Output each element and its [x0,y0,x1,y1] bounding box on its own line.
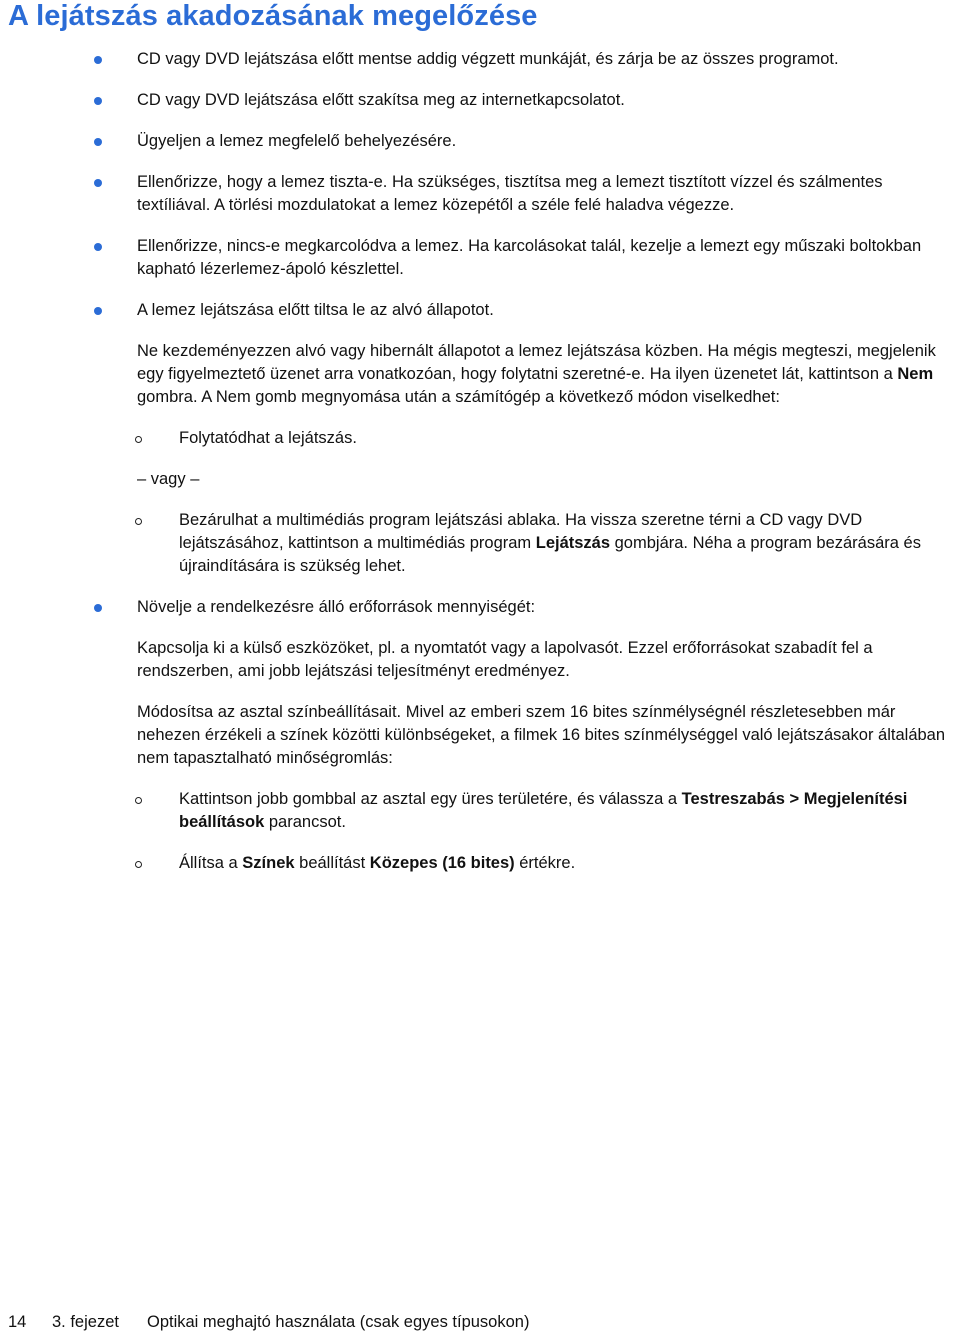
hollow-circle-icon [135,797,142,804]
sub4-part3: értékre. [514,854,576,872]
sub-bullet-item [0,788,960,834]
bullet-text: Ellenőrizze, hogy a lemez tiszta-e. Ha szükséges, tisztítsa meg a lemezt tisztított vízzel és szálmentes textíliával. A törlési mozdulatokat a lemez közepétől a széle felé haladva végezze. [137,173,883,214]
chapter-label: 3. fejezet [52,1313,119,1331]
sleep-paragraph-text [137,340,956,409]
bullet-item [0,235,960,281]
hollow-circle-icon [135,861,142,868]
sleep-paragraph [0,340,960,409]
bullet-text: CD vagy DVD lejátszása előtt szakítsa meg az internetkapcsolatot. [137,91,625,109]
sub4-part2: beállítást [294,854,370,872]
bullet-text: A lemez lejátszása előtt tiltsa le az alvó állapotot. [137,301,494,319]
sleep-text-part2: gombra. A Nem gomb megnyomása után a számítógép a következő módon viselkedhet: [137,388,780,406]
sub-bullet-item [0,427,960,450]
main-content [0,48,960,875]
sub3-part1: Kattintson jobb gombbal az asztal egy üres területére, és válassza a [179,790,682,808]
bullet-dot-icon [94,243,102,251]
bullet-item [0,171,960,217]
bullet-text: Növelje a rendelkezésre álló erőforrások mennyiségét: [137,598,536,616]
bullet-item [0,130,960,153]
page-title: A lejátszás akadozásának megelőzése [8,0,538,32]
bullet-dot-icon [94,307,102,315]
sub2-part2: gombjára. Néha a program bezárására és újraindítására is szükség lehet. [179,534,921,575]
bullet-item [0,596,960,619]
or-separator [0,468,960,491]
sub4-bold1: Színek [242,854,295,872]
page-number: 14 [8,1313,27,1331]
bullet-dot-icon [94,138,102,146]
sleep-text-bold: Nem [897,365,934,383]
sub3-part2: parancsot. [264,813,346,831]
sub-bullet-text [179,852,956,875]
sub-bullet-item [0,509,960,578]
resources-paragraph-2 [0,701,960,770]
sub-bullet-text: Folytatódhat a lejátszás. [179,429,357,447]
sub4-bold2: Közepes (16 bites) [369,854,515,872]
sub2-part1: Bezárulhat a multimédiás program lejátszási ablaka. Ha vissza szeretne térni a CD vagy DVD lejátszásához, kattintson a multimédiás program [179,511,863,552]
sub-bullet-text [179,509,956,578]
sub-bullet-text [179,788,956,834]
resources-paragraph-1 [0,637,960,683]
sub-bullet-item [0,852,960,875]
bullet-item [0,299,960,322]
sleep-text-part1: Ne kezdeményezzen alvó vagy hibernált állapotot a lemez lejátszása közben. Ha mégis megteszi, megjelenik egy figyelmeztető üzenet arra vonatkozóan, hogy folytatni szeretné-e. Ha ilyen üzenetet lát, kattintson a [137,342,936,383]
bullet-dot-icon [94,179,102,187]
hollow-circle-icon [135,436,142,443]
bullet-dot-icon [94,97,102,105]
or-separator-text: – vagy – [137,470,200,488]
hollow-circle-icon [135,518,142,525]
bullet-text: CD vagy DVD lejátszása előtt mentse addig végzett munkáját, és zárja be az összes programot. [137,50,839,68]
bullet-item [0,89,960,112]
bullet-text: Ellenőrizze, nincs-e megkarcolódva a lemez. Ha karcolásokat talál, kezelje a lemezt egy műszaki boltokban kapható lézerlemez-ápoló készlettel. [137,237,922,278]
sub4-part1: Állítsa a [179,854,243,872]
bullet-dot-icon [94,56,102,64]
sub3-bold: Testreszabás > Megjelenítési beállítások [179,790,908,831]
resources-paragraph-2-text: Módosítsa az asztal színbeállításait. Mivel az emberi szem 16 bites színmélységnél részletesebben már nehezen érzékeli a színek közötti különbségeket, a filmek 16 bites színmélységgel való lejátszásakor általában nem tapasztalható minőségromlás: [137,703,946,767]
chapter-title: Optikai meghajtó használata (csak egyes típusokon) [147,1313,530,1331]
sub2-bold: Lejátszás [535,534,611,552]
bullet-text: Ügyeljen a lemez megfelelő behelyezésére. [137,132,457,150]
resources-paragraph-1-text: Kapcsolja ki a külső eszközöket, pl. a nyomtatót vagy a lapolvasót. Ezzel erőforrásokat szabadít fel a rendszerben, ami jobb lejátszási teljesítményt eredményez. [137,639,873,680]
bullet-item [0,48,960,71]
bullet-dot-icon [94,604,102,612]
